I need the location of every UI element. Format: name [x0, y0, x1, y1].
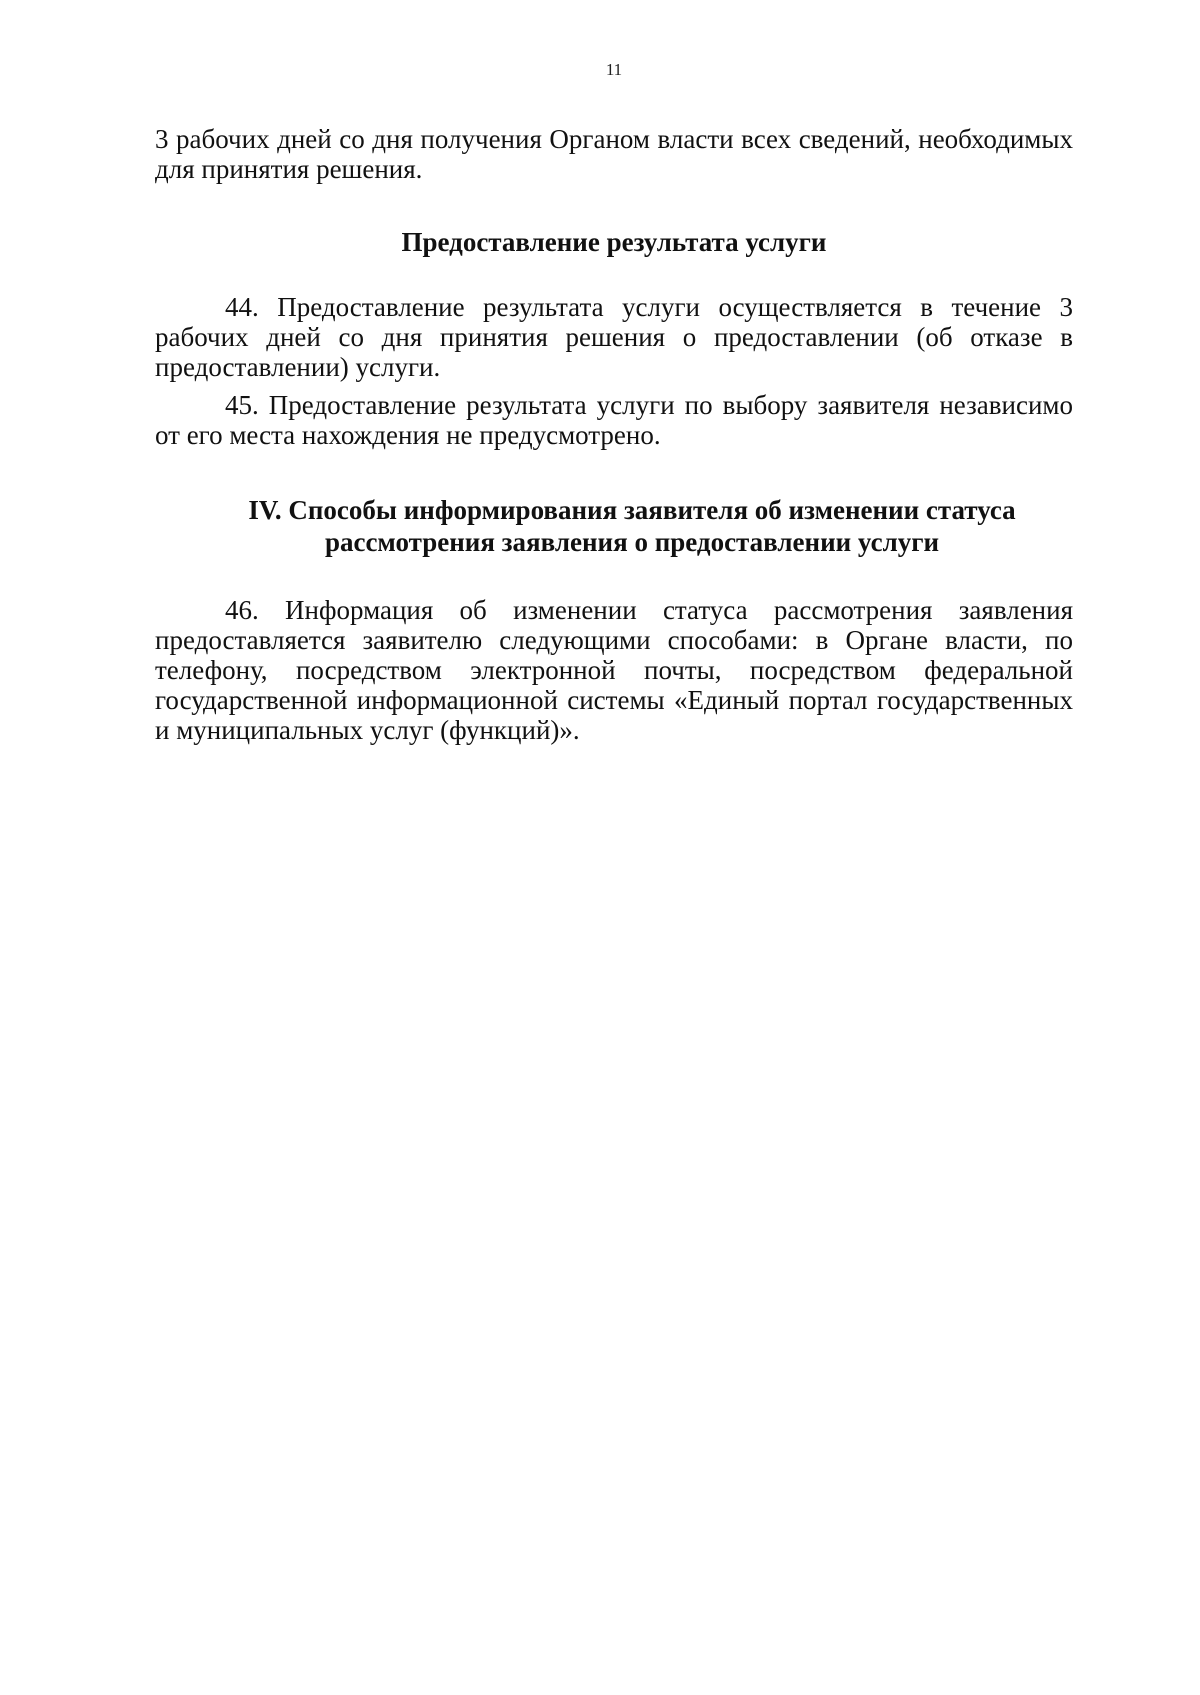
- section-heading-result: Предоставление результата услуги: [401, 227, 827, 257]
- section-heading-iv-line2: рассмотрения заявления о предоставлении услуги: [324, 527, 940, 557]
- document-body: [155, 124, 1073, 745]
- paragraph-46: 46. Информация об изменении статуса рассмотрения заявления предоставляется заявителю следующими способами: в Органе власти, по телефону, посредством электронной почты, посредством федеральной государственной информационной системы «Единый портал государственных и муниципальных услуг (функций)».: [155, 595, 1073, 745]
- continuation-paragraph: 3 рабочих дней со дня получения Органом власти всех сведений, необходимых для принятия решения.: [155, 124, 1073, 184]
- paragraph-45: 45. Предоставление результата услуги по выбору заявителя независимо от его места нахождения не предусмотрено.: [155, 390, 1073, 450]
- section-heading-iv-line1: IV. Способы информирования заявителя об изменении статуса: [248, 495, 1016, 525]
- page-number: 11: [605, 60, 623, 79]
- paragraph-44: 44. Предоставление результата услуги осуществляется в течение 3 рабочих дней со дня принятия решения о предоставлении (об отказе в предоставлении) услуги.: [155, 292, 1073, 382]
- section-heading-iv: [155, 494, 1073, 558]
